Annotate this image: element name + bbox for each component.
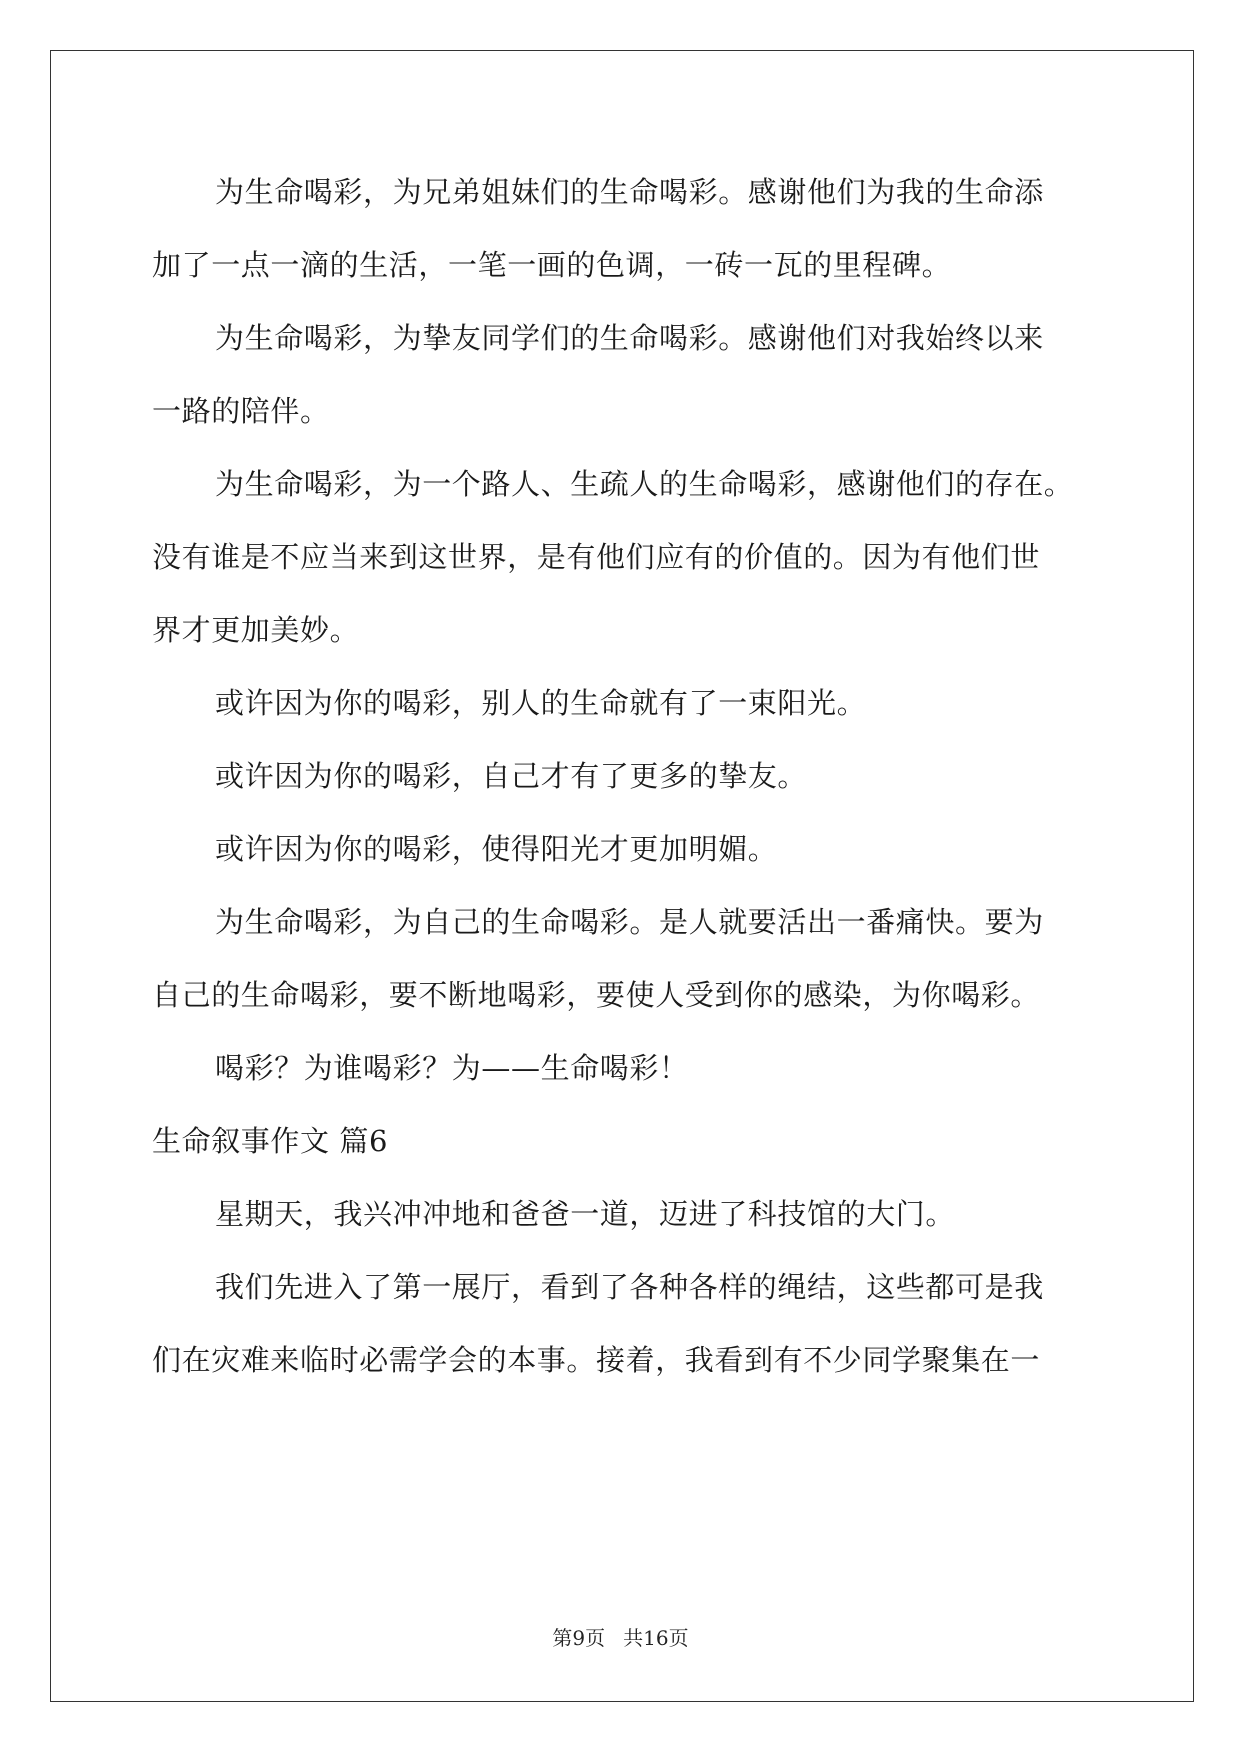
paragraph-line: 星期天，我兴冲冲地和爸爸一道，迈进了科技馆的大门。 — [215, 1197, 956, 1231]
section-heading: 生命叙事作文 篇6 — [152, 1124, 389, 1158]
paragraph-line: 没有谁是不应当来到这世界，是有他们应有的价值的。因为有他们世 — [152, 540, 1041, 574]
paragraph-line: 或许因为你的喝彩，使得阳光才更加明媚。 — [215, 832, 778, 866]
paragraph-line: 我们先进入了第一展厅，看到了各种各样的绳结，这些都可是我 — [215, 1270, 1044, 1304]
paragraph-line: 为生命喝彩，为挚友同学们的生命喝彩。感谢他们对我始终以来 — [215, 321, 1044, 355]
page-border — [50, 50, 1194, 1702]
page-number-total: 共16页 — [623, 1626, 689, 1650]
paragraph-line: 们在灾难来临时必需学会的本事。接着，我看到有不少同学聚集在一 — [152, 1343, 1041, 1377]
paragraph-line: 界才更加美妙。 — [152, 613, 360, 647]
paragraph-line: 加了一点一滴的生活，一笔一画的色调，一砖一瓦的里程碑。 — [152, 248, 952, 282]
paragraph-line: 自己的生命喝彩，要不断地喝彩，要使人受到你的感染，为你喝彩。 — [152, 978, 1041, 1012]
paragraph-line: 为生命喝彩，为一个路人、生疏人的生命喝彩，感谢他们的存在。 — [215, 467, 1074, 501]
paragraph-line: 或许因为你的喝彩，别人的生命就有了一束阳光。 — [215, 686, 867, 720]
paragraph-line: 一路的陪伴。 — [152, 394, 330, 428]
page-number-current: 第9页 — [552, 1626, 606, 1650]
paragraph-line: 为生命喝彩，为自己的生命喝彩。是人就要活出一番痛快。要为 — [215, 905, 1044, 939]
paragraph-line: 为生命喝彩，为兄弟姐妹们的生命喝彩。感谢他们为我的生命添 — [215, 175, 1044, 209]
paragraph-line: 或许因为你的喝彩，自己才有了更多的挚友。 — [215, 759, 808, 793]
paragraph-line: 喝彩？为谁喝彩？为——生命喝彩！ — [215, 1051, 689, 1085]
page-footer — [0, 1625, 1241, 1651]
